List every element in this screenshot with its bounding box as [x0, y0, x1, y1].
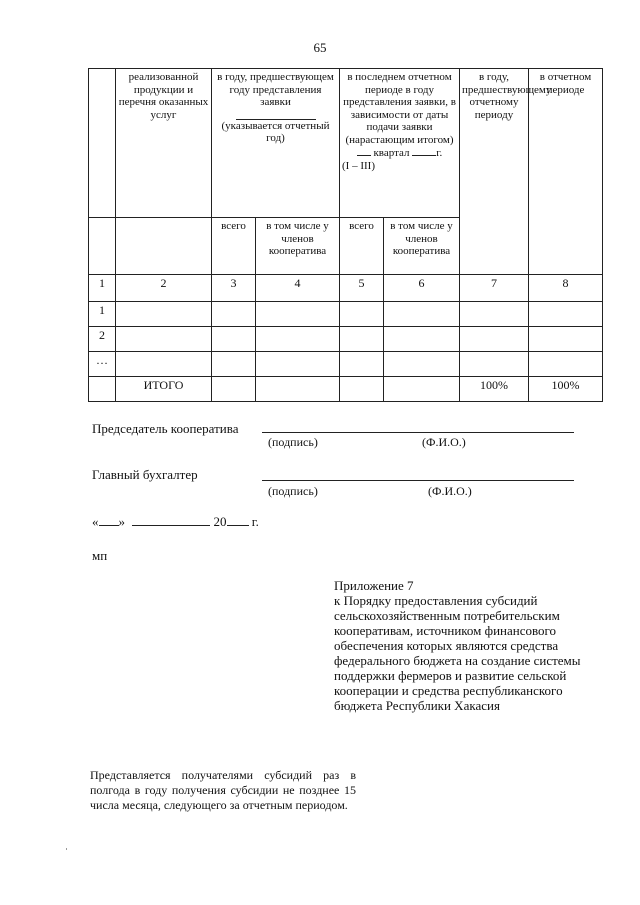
- header-cell-prev-period: в году, предшествующему отчетному периоду: [460, 69, 529, 275]
- header-prev-year-note: (указывается отчетный год): [221, 119, 330, 144]
- chairman-label: Председатель кооператива: [92, 421, 239, 436]
- header-quarter-range: (I – III): [342, 159, 375, 172]
- sub-cell-empty-1: [89, 218, 116, 275]
- row-number: 2: [89, 327, 116, 352]
- col-number: 1: [89, 275, 116, 302]
- sub-cell-members-1: в том числе у членов кооператива: [256, 218, 340, 275]
- col-number: 5: [340, 275, 384, 302]
- col-number: 4: [256, 275, 340, 302]
- col-number: 3: [212, 275, 256, 302]
- date-line: « » 20 г.: [92, 514, 259, 529]
- header-cell-current-period: в отчетном периоде: [529, 69, 603, 275]
- accountant-signature-caption: (подпись): [268, 484, 318, 498]
- header-cell-prev-year: [212, 69, 340, 218]
- quarter-year-suffix: г.: [436, 147, 443, 159]
- accountant-name-caption: (Ф.И.О.): [428, 484, 472, 498]
- header-cell-products: реализованной продукции и перечня оказанных услуг: [116, 69, 212, 218]
- stamp-mark: мп: [92, 548, 108, 563]
- table-row: [89, 302, 603, 327]
- quarter-label: квартал: [373, 147, 410, 159]
- header-cell-1: [89, 69, 116, 218]
- col-number: 7: [460, 275, 529, 302]
- row-number: …: [89, 352, 116, 377]
- table-row: [89, 327, 603, 352]
- sub-cell-vsego-2: всего: [340, 218, 384, 275]
- col-number: 2: [116, 275, 212, 302]
- table-row: [89, 352, 603, 377]
- accountant-signature-line: [262, 480, 574, 481]
- submission-note: Представляется получателями субсидий раз в полгода в году получения субсидии не позднее 15 числа месяца, следующего за отчетным периодом.: [90, 768, 356, 812]
- header-last-period-text: в последнем отчетном периоде в году представления заявки, в зависимости от даты подачи заявки (нарастающим итогом): [343, 71, 456, 146]
- total-label: ИТОГО: [116, 377, 212, 402]
- column-number-row: [89, 275, 603, 302]
- header-quarter-line: [342, 146, 457, 160]
- appendix-text: к Порядку предоставления субсидий сельскохозяйственным потребительским кооперативам, источником финансового обеспечения которых являются средства федерального бюджета на создание системы поддержки фермеров и развитие сельской кооперации и средства республиканского бюджета Республики Хакасия: [334, 593, 581, 713]
- scan-speck: [66, 848, 67, 850]
- chairman-name-caption: (Ф.И.О.): [422, 435, 466, 449]
- chairman-signature-line: [262, 432, 574, 433]
- chairman-signature-caption: (подпись): [268, 435, 318, 449]
- sub-cell-empty-2: [116, 218, 212, 275]
- sub-cell-vsego-1: всего: [212, 218, 256, 275]
- accountant-label: Главный бухгалтер: [92, 467, 198, 482]
- report-table: [88, 68, 603, 402]
- col-number: 8: [529, 275, 603, 302]
- sub-cell-members-2: в том числе у членов кооператива: [384, 218, 460, 275]
- row-number: 1: [89, 302, 116, 327]
- total-c8: 100%: [529, 377, 603, 402]
- col-number: 6: [384, 275, 460, 302]
- appendix-title: Приложение 7: [334, 578, 414, 593]
- appendix-block: [334, 578, 596, 713]
- total-c7: 100%: [460, 377, 529, 402]
- total-row: [89, 377, 603, 402]
- page-number: 65: [313, 40, 327, 55]
- header-prev-year-text: в году, предшествующем году представления заявки: [217, 71, 334, 108]
- header-cell-last-period: [340, 69, 460, 218]
